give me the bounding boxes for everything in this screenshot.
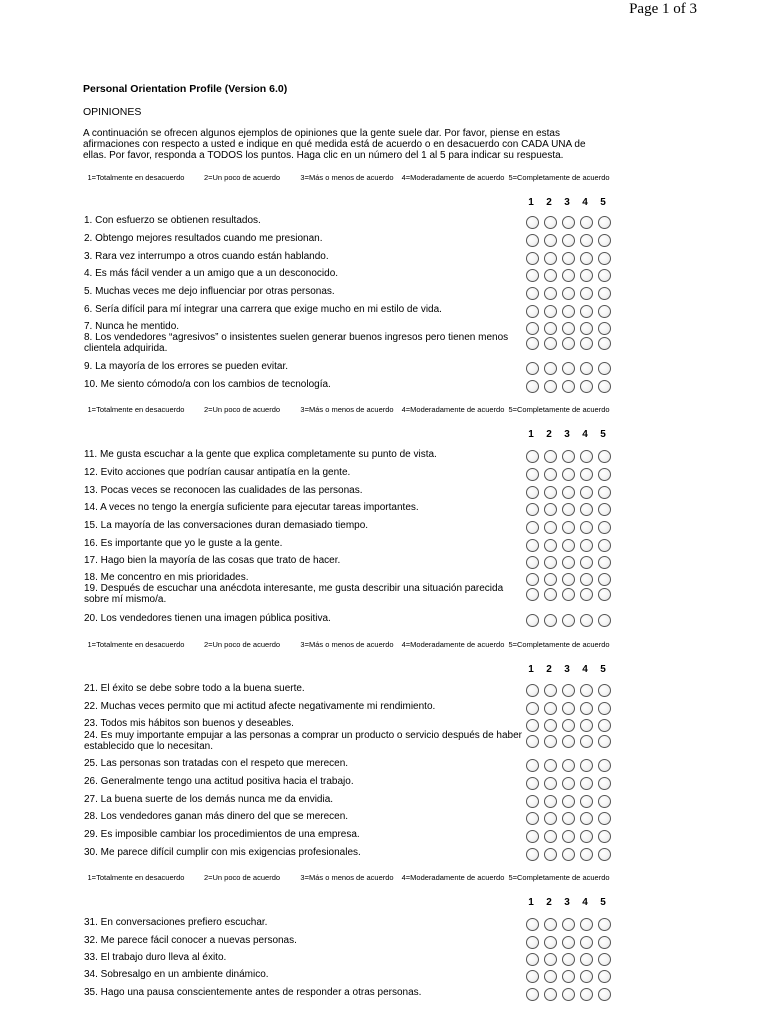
- rating-radio-1[interactable]: [526, 735, 539, 748]
- rating-radio-4[interactable]: [580, 573, 593, 586]
- scale-number-label: 4: [582, 197, 588, 208]
- rating-radio-5[interactable]: [598, 450, 611, 463]
- scale-legend: [0, 406, 768, 446]
- rating-radio-3[interactable]: [562, 953, 575, 966]
- scale-legend-label: 4=Moderadamente de acuerdo: [401, 873, 505, 882]
- question-text: 16. Es importante que yo le guste a la gente.: [84, 538, 283, 549]
- scale-number-label: 4: [582, 897, 588, 908]
- rating-radio-1[interactable]: [526, 614, 539, 627]
- rating-radio-3[interactable]: [562, 234, 575, 247]
- rating-options: [526, 684, 616, 697]
- rating-radio-1[interactable]: [526, 539, 539, 552]
- rating-radio-1[interactable]: [526, 684, 539, 697]
- question-text: 4. Es más fácil vender a un amigo que a un desconocido.: [84, 268, 339, 279]
- rating-radio-5[interactable]: [598, 556, 611, 569]
- scale-legend-label: 1=Totalmente en desacuerdo: [87, 173, 185, 182]
- question-text: 34. Sobresalgo en un ambiente dinámico.: [84, 969, 269, 980]
- scale-number-label: 3: [564, 897, 570, 908]
- scale-number-label: 1: [528, 897, 534, 908]
- scale-number-label: 2: [546, 664, 552, 675]
- rating-radio-1[interactable]: [526, 812, 539, 825]
- rating-radio-5[interactable]: [598, 719, 611, 732]
- scale-number-label: 5: [600, 429, 606, 440]
- rating-radio-3[interactable]: [562, 759, 575, 772]
- rating-radio-1[interactable]: [526, 234, 539, 247]
- rating-radio-1[interactable]: [526, 322, 539, 335]
- scale-legend-label: 5=Completamente de acuerdo: [508, 873, 610, 882]
- rating-radio-4[interactable]: [580, 918, 593, 931]
- rating-options: [526, 450, 616, 463]
- rating-radio-5[interactable]: [598, 468, 611, 481]
- question-text: 22. Muchas veces permito que mi actitud afecte negativamente mi rendimiento.: [84, 701, 436, 712]
- rating-radio-2[interactable]: [544, 573, 557, 586]
- question-text: 7. Nunca he mentido.: [84, 321, 180, 332]
- rating-options: [526, 588, 616, 601]
- rating-options: [526, 759, 616, 772]
- rating-radio-5[interactable]: [598, 848, 611, 861]
- section-heading: OPINIONES: [83, 106, 142, 118]
- rating-options: [526, 503, 616, 516]
- rating-options: [526, 322, 616, 335]
- rating-radio-3[interactable]: [562, 337, 575, 350]
- question-text: 29. Es imposible cambiar los procedimientos de una empresa.: [84, 829, 360, 840]
- rating-radio-2[interactable]: [544, 337, 557, 350]
- rating-radio-4[interactable]: [580, 988, 593, 1001]
- question-text: 13. Pocas veces se reconocen las cualidades de las personas.: [84, 485, 363, 496]
- rating-radio-5[interactable]: [598, 684, 611, 697]
- rating-radio-2[interactable]: [544, 988, 557, 1001]
- rating-radio-3[interactable]: [562, 614, 575, 627]
- rating-radio-1[interactable]: [526, 936, 539, 949]
- rating-radio-4[interactable]: [580, 503, 593, 516]
- rating-radio-2[interactable]: [544, 795, 557, 808]
- rating-radio-4[interactable]: [580, 588, 593, 601]
- rating-radio-2[interactable]: [544, 614, 557, 627]
- scale-legend-label: 3=Más o menos de acuerdo: [300, 173, 394, 182]
- rating-radio-4[interactable]: [580, 269, 593, 282]
- question-text: 15. La mayoría de las conversaciones duran demasiado tiempo.: [84, 520, 369, 531]
- rating-options: [526, 614, 616, 627]
- rating-radio-5[interactable]: [598, 337, 611, 350]
- rating-radio-3[interactable]: [562, 735, 575, 748]
- rating-radio-1[interactable]: [526, 918, 539, 931]
- rating-radio-2[interactable]: [544, 322, 557, 335]
- rating-radio-3[interactable]: [562, 777, 575, 790]
- rating-options: [526, 252, 616, 265]
- rating-radio-3[interactable]: [562, 269, 575, 282]
- scale-legend-label: 4=Moderadamente de acuerdo: [401, 405, 505, 414]
- rating-radio-2[interactable]: [544, 702, 557, 715]
- rating-radio-5[interactable]: [598, 234, 611, 247]
- rating-radio-5[interactable]: [598, 936, 611, 949]
- rating-radio-5[interactable]: [598, 521, 611, 534]
- rating-radio-4[interactable]: [580, 719, 593, 732]
- question-text: 14. A veces no tengo la energía suficiente para ejecutar tareas importantes.: [84, 502, 419, 513]
- rating-radio-2[interactable]: [544, 684, 557, 697]
- rating-radio-5[interactable]: [598, 322, 611, 335]
- rating-radio-4[interactable]: [580, 777, 593, 790]
- scale-legend-label: 4=Moderadamente de acuerdo: [401, 640, 505, 649]
- question-text: 28. Los vendedores ganan más dinero del que se merecen.: [84, 811, 349, 822]
- rating-radio-1[interactable]: [526, 216, 539, 229]
- scale-number-label: 5: [600, 197, 606, 208]
- rating-radio-1[interactable]: [526, 759, 539, 772]
- rating-radio-3[interactable]: [562, 380, 575, 393]
- rating-radio-3[interactable]: [562, 970, 575, 983]
- rating-radio-2[interactable]: [544, 812, 557, 825]
- scale-legend-label: 5=Completamente de acuerdo: [508, 640, 610, 649]
- rating-radio-1[interactable]: [526, 521, 539, 534]
- rating-radio-2[interactable]: [544, 521, 557, 534]
- rating-radio-5[interactable]: [598, 362, 611, 375]
- rating-radio-5[interactable]: [598, 988, 611, 1001]
- rating-radio-5[interactable]: [598, 795, 611, 808]
- rating-radio-5[interactable]: [598, 573, 611, 586]
- page-title: Personal Orientation Profile (Version 6.0): [83, 83, 288, 95]
- rating-options: [526, 988, 616, 1001]
- rating-options: [526, 269, 616, 282]
- scale-legend: [0, 174, 768, 214]
- scale-legend-label: 2=Un poco de acuerdo: [203, 173, 281, 182]
- rating-radio-1[interactable]: [526, 970, 539, 983]
- question-text: 1. Con esfuerzo se obtienen resultados.: [84, 215, 261, 226]
- rating-radio-4[interactable]: [580, 252, 593, 265]
- question-text: 32. Me parece fácil conocer a nuevas personas.: [84, 935, 297, 946]
- rating-options: [526, 953, 616, 966]
- rating-options: [526, 735, 616, 748]
- question-text: 18. Me concentro en mis prioridades.: [84, 572, 249, 583]
- rating-radio-2[interactable]: [544, 735, 557, 748]
- rating-radio-5[interactable]: [598, 970, 611, 983]
- rating-radio-5[interactable]: [598, 380, 611, 393]
- rating-radio-5[interactable]: [598, 216, 611, 229]
- rating-radio-3[interactable]: [562, 305, 575, 318]
- rating-radio-2[interactable]: [544, 777, 557, 790]
- rating-radio-3[interactable]: [562, 450, 575, 463]
- rating-radio-4[interactable]: [580, 380, 593, 393]
- rating-radio-2[interactable]: [544, 305, 557, 318]
- rating-radio-4[interactable]: [580, 936, 593, 949]
- rating-radio-3[interactable]: [562, 918, 575, 931]
- scale-legend-label: 2=Un poco de acuerdo: [203, 873, 281, 882]
- scale-number-label: 5: [600, 664, 606, 675]
- question-text: 20. Los vendedores tienen una imagen pública positiva.: [84, 613, 331, 624]
- question-text: 23. Todos mis hábitos son buenos y deseables.: [84, 718, 294, 729]
- rating-radio-4[interactable]: [580, 684, 593, 697]
- rating-radio-2[interactable]: [544, 539, 557, 552]
- rating-options: [526, 234, 616, 247]
- rating-radio-1[interactable]: [526, 380, 539, 393]
- rating-radio-5[interactable]: [598, 503, 611, 516]
- rating-radio-2[interactable]: [544, 216, 557, 229]
- rating-radio-4[interactable]: [580, 830, 593, 843]
- rating-options: [526, 287, 616, 300]
- rating-radio-2[interactable]: [544, 830, 557, 843]
- rating-options: [526, 216, 616, 229]
- scale-number-label: 3: [564, 197, 570, 208]
- rating-options: [526, 795, 616, 808]
- rating-radio-5[interactable]: [598, 777, 611, 790]
- rating-radio-2[interactable]: [544, 362, 557, 375]
- rating-radio-1[interactable]: [526, 486, 539, 499]
- scale-legend-label: 4=Moderadamente de acuerdo: [401, 173, 505, 182]
- rating-radio-3[interactable]: [562, 684, 575, 697]
- rating-radio-1[interactable]: [526, 269, 539, 282]
- rating-radio-5[interactable]: [598, 269, 611, 282]
- scale-number-label: 1: [528, 429, 534, 440]
- question-text: 27. La buena suerte de los demás nunca me da envidia.: [84, 794, 334, 805]
- rating-radio-2[interactable]: [544, 380, 557, 393]
- rating-radio-5[interactable]: [598, 953, 611, 966]
- question-text: 19. Después de escuchar una anécdota interesante, me gusta describir una situación parecida sobre mí mismo/a.: [84, 583, 504, 605]
- scale-legend-label: 5=Completamente de acuerdo: [508, 173, 610, 182]
- rating-radio-3[interactable]: [562, 362, 575, 375]
- rating-radio-2[interactable]: [544, 287, 557, 300]
- rating-radio-4[interactable]: [580, 614, 593, 627]
- rating-radio-2[interactable]: [544, 719, 557, 732]
- rating-options: [526, 936, 616, 949]
- rating-radio-4[interactable]: [580, 216, 593, 229]
- rating-radio-4[interactable]: [580, 468, 593, 481]
- rating-radio-4[interactable]: [580, 521, 593, 534]
- rating-radio-4[interactable]: [580, 702, 593, 715]
- rating-radio-3[interactable]: [562, 556, 575, 569]
- rating-radio-2[interactable]: [544, 953, 557, 966]
- question-text: 10. Me siento cómodo/a con los cambios de tecnología.: [84, 379, 331, 390]
- scale-legend-label: 5=Completamente de acuerdo: [508, 405, 610, 414]
- rating-radio-3[interactable]: [562, 287, 575, 300]
- rating-radio-2[interactable]: [544, 269, 557, 282]
- question-text: 8. Los vendedores “agresivos” o insistentes suelen generar buenos ingresos pero tienen menos clientela adquirida.: [84, 332, 509, 354]
- rating-radio-4[interactable]: [580, 305, 593, 318]
- instructions-text: A continuación se ofrecen algunos ejemplos de opiniones que la gente suele dar. Por favor, piense en estas afirmaciones con respecto a usted e indique en qué medida está de acuerdo o en desacuerdo con CADA UNA de ellas. Por favor, responda a TODOS los puntos. Haga clic en un número del 1 al 5 para indicar su respuesta.: [83, 128, 586, 161]
- rating-radio-3[interactable]: [562, 936, 575, 949]
- rating-options: [526, 521, 616, 534]
- scale-number-label: 3: [564, 429, 570, 440]
- scale-number-label: 2: [546, 897, 552, 908]
- rating-radio-3[interactable]: [562, 521, 575, 534]
- rating-radio-3[interactable]: [562, 322, 575, 335]
- rating-radio-1[interactable]: [526, 702, 539, 715]
- scale-legend: [0, 641, 768, 681]
- question-text: 24. Es muy importante empujar a las personas a comprar un producto o servicio después de haber establecido que lo necesitan.: [84, 730, 523, 752]
- rating-radio-1[interactable]: [526, 252, 539, 265]
- scale-legend-label: 2=Un poco de acuerdo: [203, 640, 281, 649]
- rating-radio-4[interactable]: [580, 759, 593, 772]
- rating-radio-3[interactable]: [562, 988, 575, 1001]
- rating-radio-5[interactable]: [598, 759, 611, 772]
- rating-radio-1[interactable]: [526, 988, 539, 1001]
- scale-number-label: 4: [582, 664, 588, 675]
- rating-radio-2[interactable]: [544, 468, 557, 481]
- rating-radio-5[interactable]: [598, 539, 611, 552]
- rating-radio-2[interactable]: [544, 918, 557, 931]
- question-text: 33. El trabajo duro lleva al éxito.: [84, 952, 227, 963]
- rating-radio-1[interactable]: [526, 719, 539, 732]
- rating-radio-2[interactable]: [544, 848, 557, 861]
- rating-radio-1[interactable]: [526, 468, 539, 481]
- question-text: 11. Me gusta escuchar a la gente que explica completamente su punto de vista.: [84, 449, 437, 460]
- scale-legend-label: 1=Totalmente en desacuerdo: [87, 405, 185, 414]
- scale-legend-label: 2=Un poco de acuerdo: [203, 405, 281, 414]
- rating-options: [526, 848, 616, 861]
- rating-radio-4[interactable]: [580, 539, 593, 552]
- rating-radio-1[interactable]: [526, 450, 539, 463]
- scale-legend-label: 3=Más o menos de acuerdo: [300, 640, 394, 649]
- rating-options: [526, 362, 616, 375]
- rating-radio-5[interactable]: [598, 735, 611, 748]
- question-text: 17. Hago bien la mayoría de las cosas que trato de hacer.: [84, 555, 341, 566]
- rating-radio-1[interactable]: [526, 362, 539, 375]
- rating-radio-3[interactable]: [562, 539, 575, 552]
- rating-radio-2[interactable]: [544, 503, 557, 516]
- scale-legend: [0, 874, 768, 914]
- rating-options: [526, 539, 616, 552]
- rating-radio-4[interactable]: [580, 735, 593, 748]
- rating-radio-3[interactable]: [562, 503, 575, 516]
- rating-options: [526, 305, 616, 318]
- rating-radio-1[interactable]: [526, 777, 539, 790]
- rating-radio-3[interactable]: [562, 486, 575, 499]
- rating-options: [526, 486, 616, 499]
- rating-radio-5[interactable]: [598, 918, 611, 931]
- rating-radio-1[interactable]: [526, 287, 539, 300]
- question-text: 9. La mayoría de los errores se pueden evitar.: [84, 361, 289, 372]
- rating-radio-4[interactable]: [580, 287, 593, 300]
- rating-radio-4[interactable]: [580, 795, 593, 808]
- question-text: 21. El éxito se debe sobre todo a la buena suerte.: [84, 683, 305, 694]
- rating-radio-3[interactable]: [562, 588, 575, 601]
- rating-options: [526, 970, 616, 983]
- rating-radio-4[interactable]: [580, 234, 593, 247]
- rating-radio-5[interactable]: [598, 287, 611, 300]
- page-number: Page 1 of 3: [629, 1, 697, 17]
- scale-number-label: 1: [528, 664, 534, 675]
- rating-radio-3[interactable]: [562, 848, 575, 861]
- rating-radio-4[interactable]: [580, 450, 593, 463]
- rating-radio-1[interactable]: [526, 588, 539, 601]
- question-text: 35. Hago una pausa conscientemente antes de responder a otras personas.: [84, 987, 422, 998]
- rating-options: [526, 719, 616, 732]
- scale-number-label: 1: [528, 197, 534, 208]
- question-text: 3. Rara vez interrumpo a otros cuando están hablando.: [84, 251, 329, 262]
- question-text: 25. Las personas son tratadas con el respeto que merecen.: [84, 758, 349, 769]
- rating-radio-5[interactable]: [598, 702, 611, 715]
- rating-radio-2[interactable]: [544, 936, 557, 949]
- rating-radio-5[interactable]: [598, 812, 611, 825]
- rating-radio-1[interactable]: [526, 556, 539, 569]
- rating-radio-5[interactable]: [598, 486, 611, 499]
- rating-radio-1[interactable]: [526, 305, 539, 318]
- scale-legend-label: 1=Totalmente en desacuerdo: [87, 873, 185, 882]
- rating-radio-1[interactable]: [526, 573, 539, 586]
- scale-legend-label: 1=Totalmente en desacuerdo: [87, 640, 185, 649]
- rating-radio-4[interactable]: [580, 322, 593, 335]
- rating-radio-5[interactable]: [598, 305, 611, 318]
- rating-radio-3[interactable]: [562, 719, 575, 732]
- rating-radio-5[interactable]: [598, 252, 611, 265]
- rating-radio-3[interactable]: [562, 795, 575, 808]
- rating-options: [526, 337, 616, 350]
- rating-radio-4[interactable]: [580, 812, 593, 825]
- rating-radio-4[interactable]: [580, 486, 593, 499]
- rating-options: [526, 777, 616, 790]
- rating-radio-2[interactable]: [544, 970, 557, 983]
- rating-radio-1[interactable]: [526, 953, 539, 966]
- rating-options: [526, 380, 616, 393]
- rating-options: [526, 812, 616, 825]
- scale-number-label: 5: [600, 897, 606, 908]
- scale-number-label: 2: [546, 197, 552, 208]
- rating-radio-2[interactable]: [544, 588, 557, 601]
- scale-legend-label: 3=Más o menos de acuerdo: [300, 873, 394, 882]
- question-text: 5. Muchas veces me dejo influenciar por otras personas.: [84, 286, 335, 297]
- rating-radio-1[interactable]: [526, 503, 539, 516]
- rating-radio-4[interactable]: [580, 362, 593, 375]
- rating-radio-5[interactable]: [598, 614, 611, 627]
- rating-radio-3[interactable]: [562, 702, 575, 715]
- rating-radio-2[interactable]: [544, 556, 557, 569]
- rating-options: [526, 830, 616, 843]
- scale-number-label: 3: [564, 664, 570, 675]
- rating-radio-4[interactable]: [580, 848, 593, 861]
- question-text: 26. Generalmente tengo una actitud positiva hacia el trabajo.: [84, 776, 354, 787]
- rating-radio-3[interactable]: [562, 252, 575, 265]
- rating-radio-1[interactable]: [526, 795, 539, 808]
- scale-legend-label: 3=Más o menos de acuerdo: [300, 405, 394, 414]
- rating-radio-4[interactable]: [580, 953, 593, 966]
- rating-options: [526, 702, 616, 715]
- rating-radio-3[interactable]: [562, 216, 575, 229]
- question-text: 30. Me parece difícil cumplir con mis exigencias profesionales.: [84, 847, 361, 858]
- rating-radio-5[interactable]: [598, 830, 611, 843]
- question-text: 2. Obtengo mejores resultados cuando me presionan.: [84, 233, 323, 244]
- rating-radio-5[interactable]: [598, 588, 611, 601]
- rating-radio-1[interactable]: [526, 830, 539, 843]
- question-text: 12. Evito acciones que podrían causar antipatía en la gente.: [84, 467, 351, 478]
- rating-options: [526, 918, 616, 931]
- rating-radio-4[interactable]: [580, 556, 593, 569]
- rating-options: [526, 556, 616, 569]
- rating-radio-3[interactable]: [562, 812, 575, 825]
- rating-radio-1[interactable]: [526, 337, 539, 350]
- rating-radio-4[interactable]: [580, 970, 593, 983]
- rating-radio-2[interactable]: [544, 450, 557, 463]
- question-text: 31. En conversaciones prefiero escuchar.: [84, 917, 268, 928]
- rating-options: [526, 468, 616, 481]
- scale-number-label: 2: [546, 429, 552, 440]
- rating-radio-3[interactable]: [562, 830, 575, 843]
- rating-radio-2[interactable]: [544, 486, 557, 499]
- rating-radio-4[interactable]: [580, 337, 593, 350]
- rating-radio-1[interactable]: [526, 848, 539, 861]
- rating-radio-2[interactable]: [544, 252, 557, 265]
- rating-radio-3[interactable]: [562, 468, 575, 481]
- rating-radio-3[interactable]: [562, 573, 575, 586]
- rating-radio-2[interactable]: [544, 234, 557, 247]
- scale-number-label: 4: [582, 429, 588, 440]
- rating-options: [526, 573, 616, 586]
- rating-radio-2[interactable]: [544, 759, 557, 772]
- question-text: 6. Sería difícil para mí integrar una carrera que exige mucho en mi estilo de vida.: [84, 304, 442, 315]
